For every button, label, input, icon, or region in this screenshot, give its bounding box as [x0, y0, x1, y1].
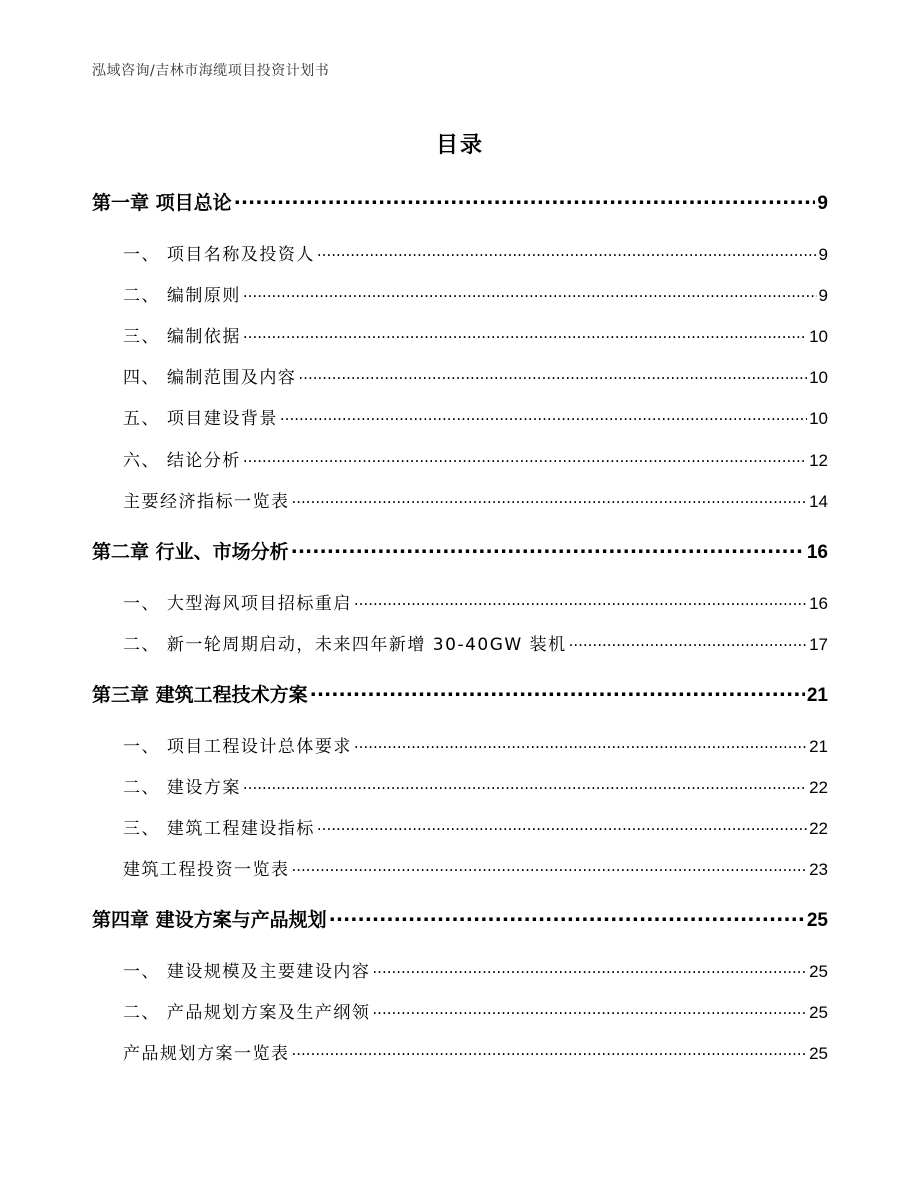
toc-entry-page: 9 — [817, 193, 828, 214]
dot-leader — [292, 1042, 808, 1059]
toc-entry-page: 25 — [806, 910, 828, 931]
toc-entry-label: 五、 项目建设背景 — [123, 409, 278, 429]
dot-leader — [317, 243, 817, 260]
dot-leader — [317, 817, 807, 834]
toc-entry-section[interactable] — [123, 240, 828, 265]
toc-entry-label: 一、 建设规模及主要建设内容 — [123, 962, 371, 982]
toc-entry-page: 21 — [806, 685, 828, 706]
toc-entry-label: 第三章 建筑工程技术方案 — [92, 684, 308, 706]
toc-entry-label: 二、 编制原则 — [123, 286, 241, 306]
dot-leader — [298, 366, 807, 383]
dot-leader — [243, 776, 807, 793]
toc-entry-page: 22 — [809, 819, 828, 838]
dot-leader — [243, 325, 807, 342]
toc-entry-page: 22 — [809, 778, 828, 797]
toc-entry-label: 第二章 行业、市场分析 — [92, 541, 289, 563]
toc-entry-page: 16 — [809, 594, 828, 613]
toc-entry-chapter-3[interactable] — [92, 680, 828, 707]
toc-entry-page: 12 — [809, 451, 828, 470]
toc-entry-page: 16 — [806, 542, 828, 563]
toc-entry-label: 二、 产品规划方案及生产纲领 — [123, 1003, 371, 1023]
toc-entry-chapter-2[interactable] — [92, 537, 828, 564]
toc-entry-section[interactable] — [123, 404, 828, 429]
toc-entry-page: 21 — [809, 737, 828, 756]
toc-entry-page: 10 — [809, 368, 828, 387]
toc-entry-page: 14 — [809, 492, 828, 511]
toc-entry-page: 9 — [818, 245, 828, 264]
toc-entry-page: 17 — [809, 635, 828, 654]
toc-entry-label: 三、 编制依据 — [123, 327, 241, 347]
dot-leader — [569, 633, 807, 650]
toc-entry-page: 25 — [809, 962, 828, 981]
toc-entry-page: 25 — [809, 1003, 828, 1022]
dot-leader — [354, 592, 807, 609]
toc-entry-section[interactable] — [123, 446, 828, 471]
toc-entry-label: 建筑工程投资一览表 — [123, 860, 290, 880]
dot-leader — [372, 1001, 807, 1018]
dot-leader — [372, 960, 807, 977]
dot-leader — [291, 539, 805, 558]
toc-entry-label: 产品规划方案一览表 — [123, 1044, 290, 1064]
toc-entry-section[interactable] — [123, 281, 828, 306]
toc-entry-table[interactable] — [123, 487, 828, 512]
toc-entry-table[interactable] — [123, 855, 828, 880]
toc-entry-section[interactable] — [123, 732, 828, 757]
toc-entry-label: 二、 新一轮周期启动，未来四年新增 30-40GW 装机 — [123, 635, 567, 655]
toc-entry-label: 六、 结论分析 — [123, 451, 241, 471]
dot-leader — [243, 449, 807, 466]
toc-entry-section[interactable] — [123, 773, 828, 798]
dot-leader — [243, 284, 817, 301]
toc-entry-section[interactable] — [123, 322, 828, 347]
toc-entry-label: 四、 编制范围及内容 — [123, 368, 297, 388]
dot-leader — [310, 682, 805, 701]
toc-entry-label: 主要经济指标一览表 — [123, 492, 290, 512]
toc-entry-chapter-1[interactable] — [92, 188, 828, 215]
toc-entry-label: 第四章 建设方案与产品规划 — [92, 909, 327, 931]
toc-entry-page: 23 — [809, 860, 828, 879]
toc-entry-page: 10 — [809, 327, 828, 346]
toc-entry-label: 一、 项目工程设计总体要求 — [123, 737, 352, 757]
toc-entry-label: 二、 建设方案 — [123, 778, 241, 798]
toc-entry-chapter-4[interactable] — [92, 905, 828, 932]
toc-title: 目录 — [435, 133, 484, 158]
toc-entry-section[interactable] — [123, 814, 828, 839]
toc-entry-table[interactable] — [123, 1039, 828, 1064]
toc-entry-section[interactable] — [123, 589, 828, 614]
toc-entry-label: 第一章 项目总论 — [92, 192, 232, 214]
dot-leader — [292, 490, 808, 507]
toc-entry-page: 25 — [809, 1044, 828, 1063]
toc-entry-label: 一、 大型海风项目招标重启 — [123, 594, 352, 614]
toc-entry-label: 三、 建筑工程建设指标 — [123, 819, 315, 839]
toc-entry-section[interactable] — [123, 630, 828, 655]
toc-entry-section[interactable] — [123, 957, 828, 982]
dot-leader — [329, 907, 805, 926]
toc-entry-page: 9 — [818, 286, 828, 305]
dot-leader — [234, 190, 816, 209]
dot-leader — [354, 735, 807, 752]
toc-entry-page: 10 — [809, 409, 828, 428]
running-header: 泓域咨询/吉林市海缆项目投资计划书 — [92, 63, 330, 79]
toc-entry-label: 一、 项目名称及投资人 — [123, 245, 315, 265]
dot-leader — [280, 407, 807, 424]
dot-leader — [292, 858, 808, 875]
toc-entry-section[interactable] — [123, 998, 828, 1023]
toc-entry-section[interactable] — [123, 363, 828, 388]
